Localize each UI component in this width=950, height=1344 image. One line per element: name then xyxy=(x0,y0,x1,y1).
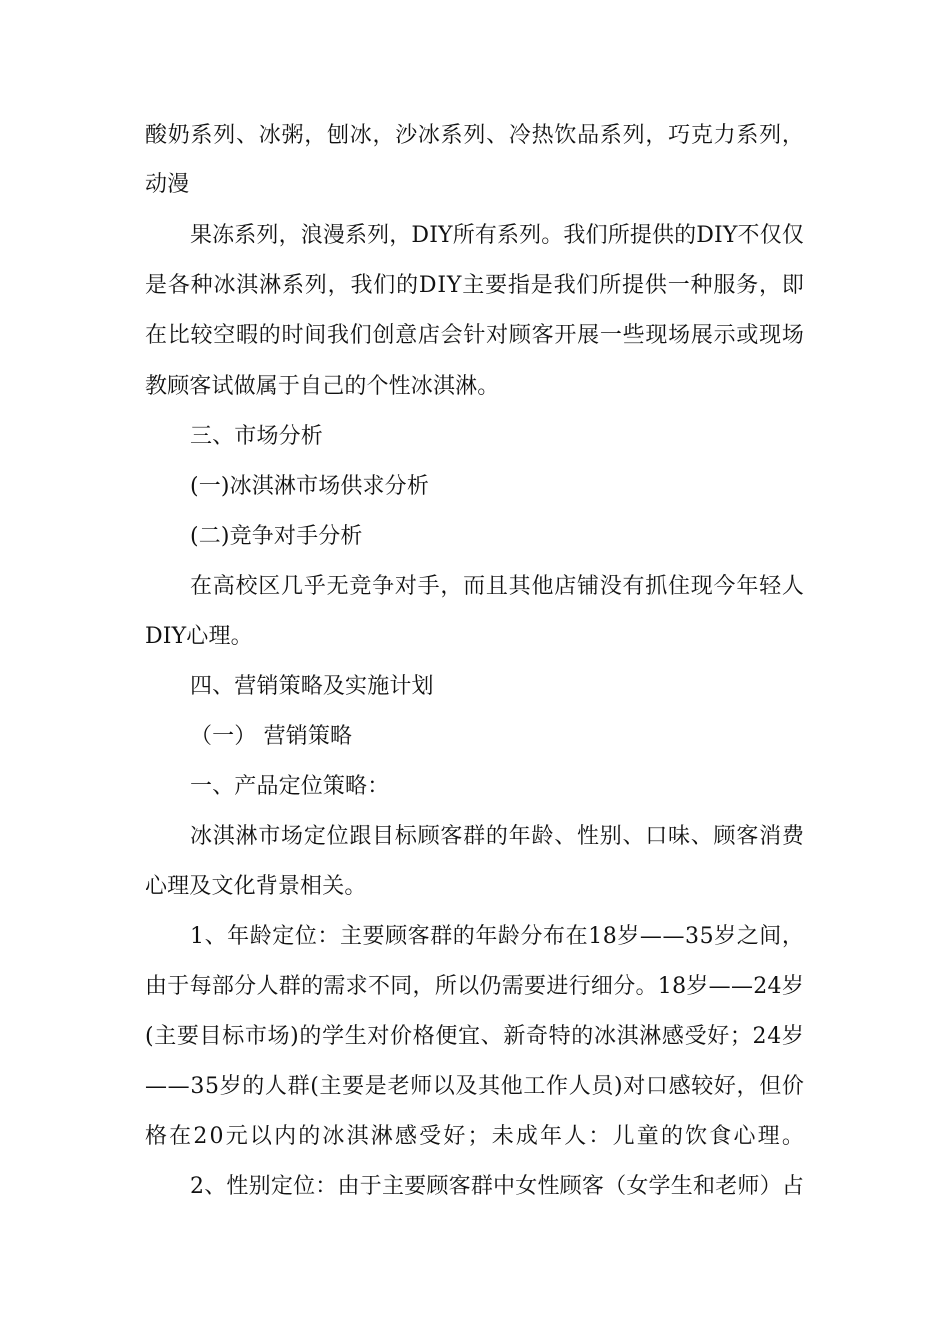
text-line: 三、市场分析 xyxy=(190,424,323,449)
text-line: ——35岁的人群(主要是老师以及其他工作人员)对口感较好，但价 xyxy=(145,1074,805,1099)
text-line: 果冻系列，浪漫系列，DIY所有系列。我们所提供的DIY不仅仅 xyxy=(190,223,804,248)
text-line: DIY心理。 xyxy=(145,624,253,649)
text-line: 冰淇淋市场定位跟目标顾客群的年龄、性别、口味、顾客消费 xyxy=(190,824,805,849)
text-line: (一)冰淇淋市场供求分析 xyxy=(190,474,429,499)
text-line: 教顾客试做属于自己的个性冰淇淋。 xyxy=(145,374,500,399)
text-line: (主要目标市场)的学生对价格便宜、新奇特的冰淇淋感受好；24岁 xyxy=(145,1024,805,1049)
text-line: 是各种冰淇淋系列，我们的DIY主要指是我们所提供一种服务，即 xyxy=(145,273,805,298)
text-line: (二)竞争对手分析 xyxy=(190,524,363,549)
text-line: 2、性别定位：由于主要顾客群中女性顾客（女学生和老师）占 xyxy=(190,1174,805,1199)
text-line: 心理及文化背景相关。 xyxy=(145,874,367,899)
text-line: 格在20元以内的冰淇淋感受好；未成年人：儿童的饮食心理。 xyxy=(145,1124,807,1149)
text-line: 在高校区几乎无竞争对手，而且其他店铺没有抓住现今年轻人 xyxy=(190,574,805,599)
text-line: 由于每部分人群的需求不同，所以仍需要进行细分。18岁——24岁 xyxy=(145,974,805,999)
text-line: 一、产品定位策略： xyxy=(190,774,390,799)
text-line: 1、年龄定位：主要顾客群的年龄分布在18岁——35岁之间， xyxy=(190,924,805,949)
text-line: 在比较空暇的时间我们创意店会针对顾客开展一些现场展示或现场 xyxy=(145,323,805,348)
text-line: 酸奶系列、冰粥，刨冰，沙冰系列、冷热饮品系列，巧克力系列， xyxy=(145,123,805,148)
text-line: 动漫 xyxy=(145,172,190,197)
text-line: （一） 营销策略 xyxy=(190,724,353,749)
text-line: 四、营销策略及实施计划 xyxy=(190,674,434,699)
